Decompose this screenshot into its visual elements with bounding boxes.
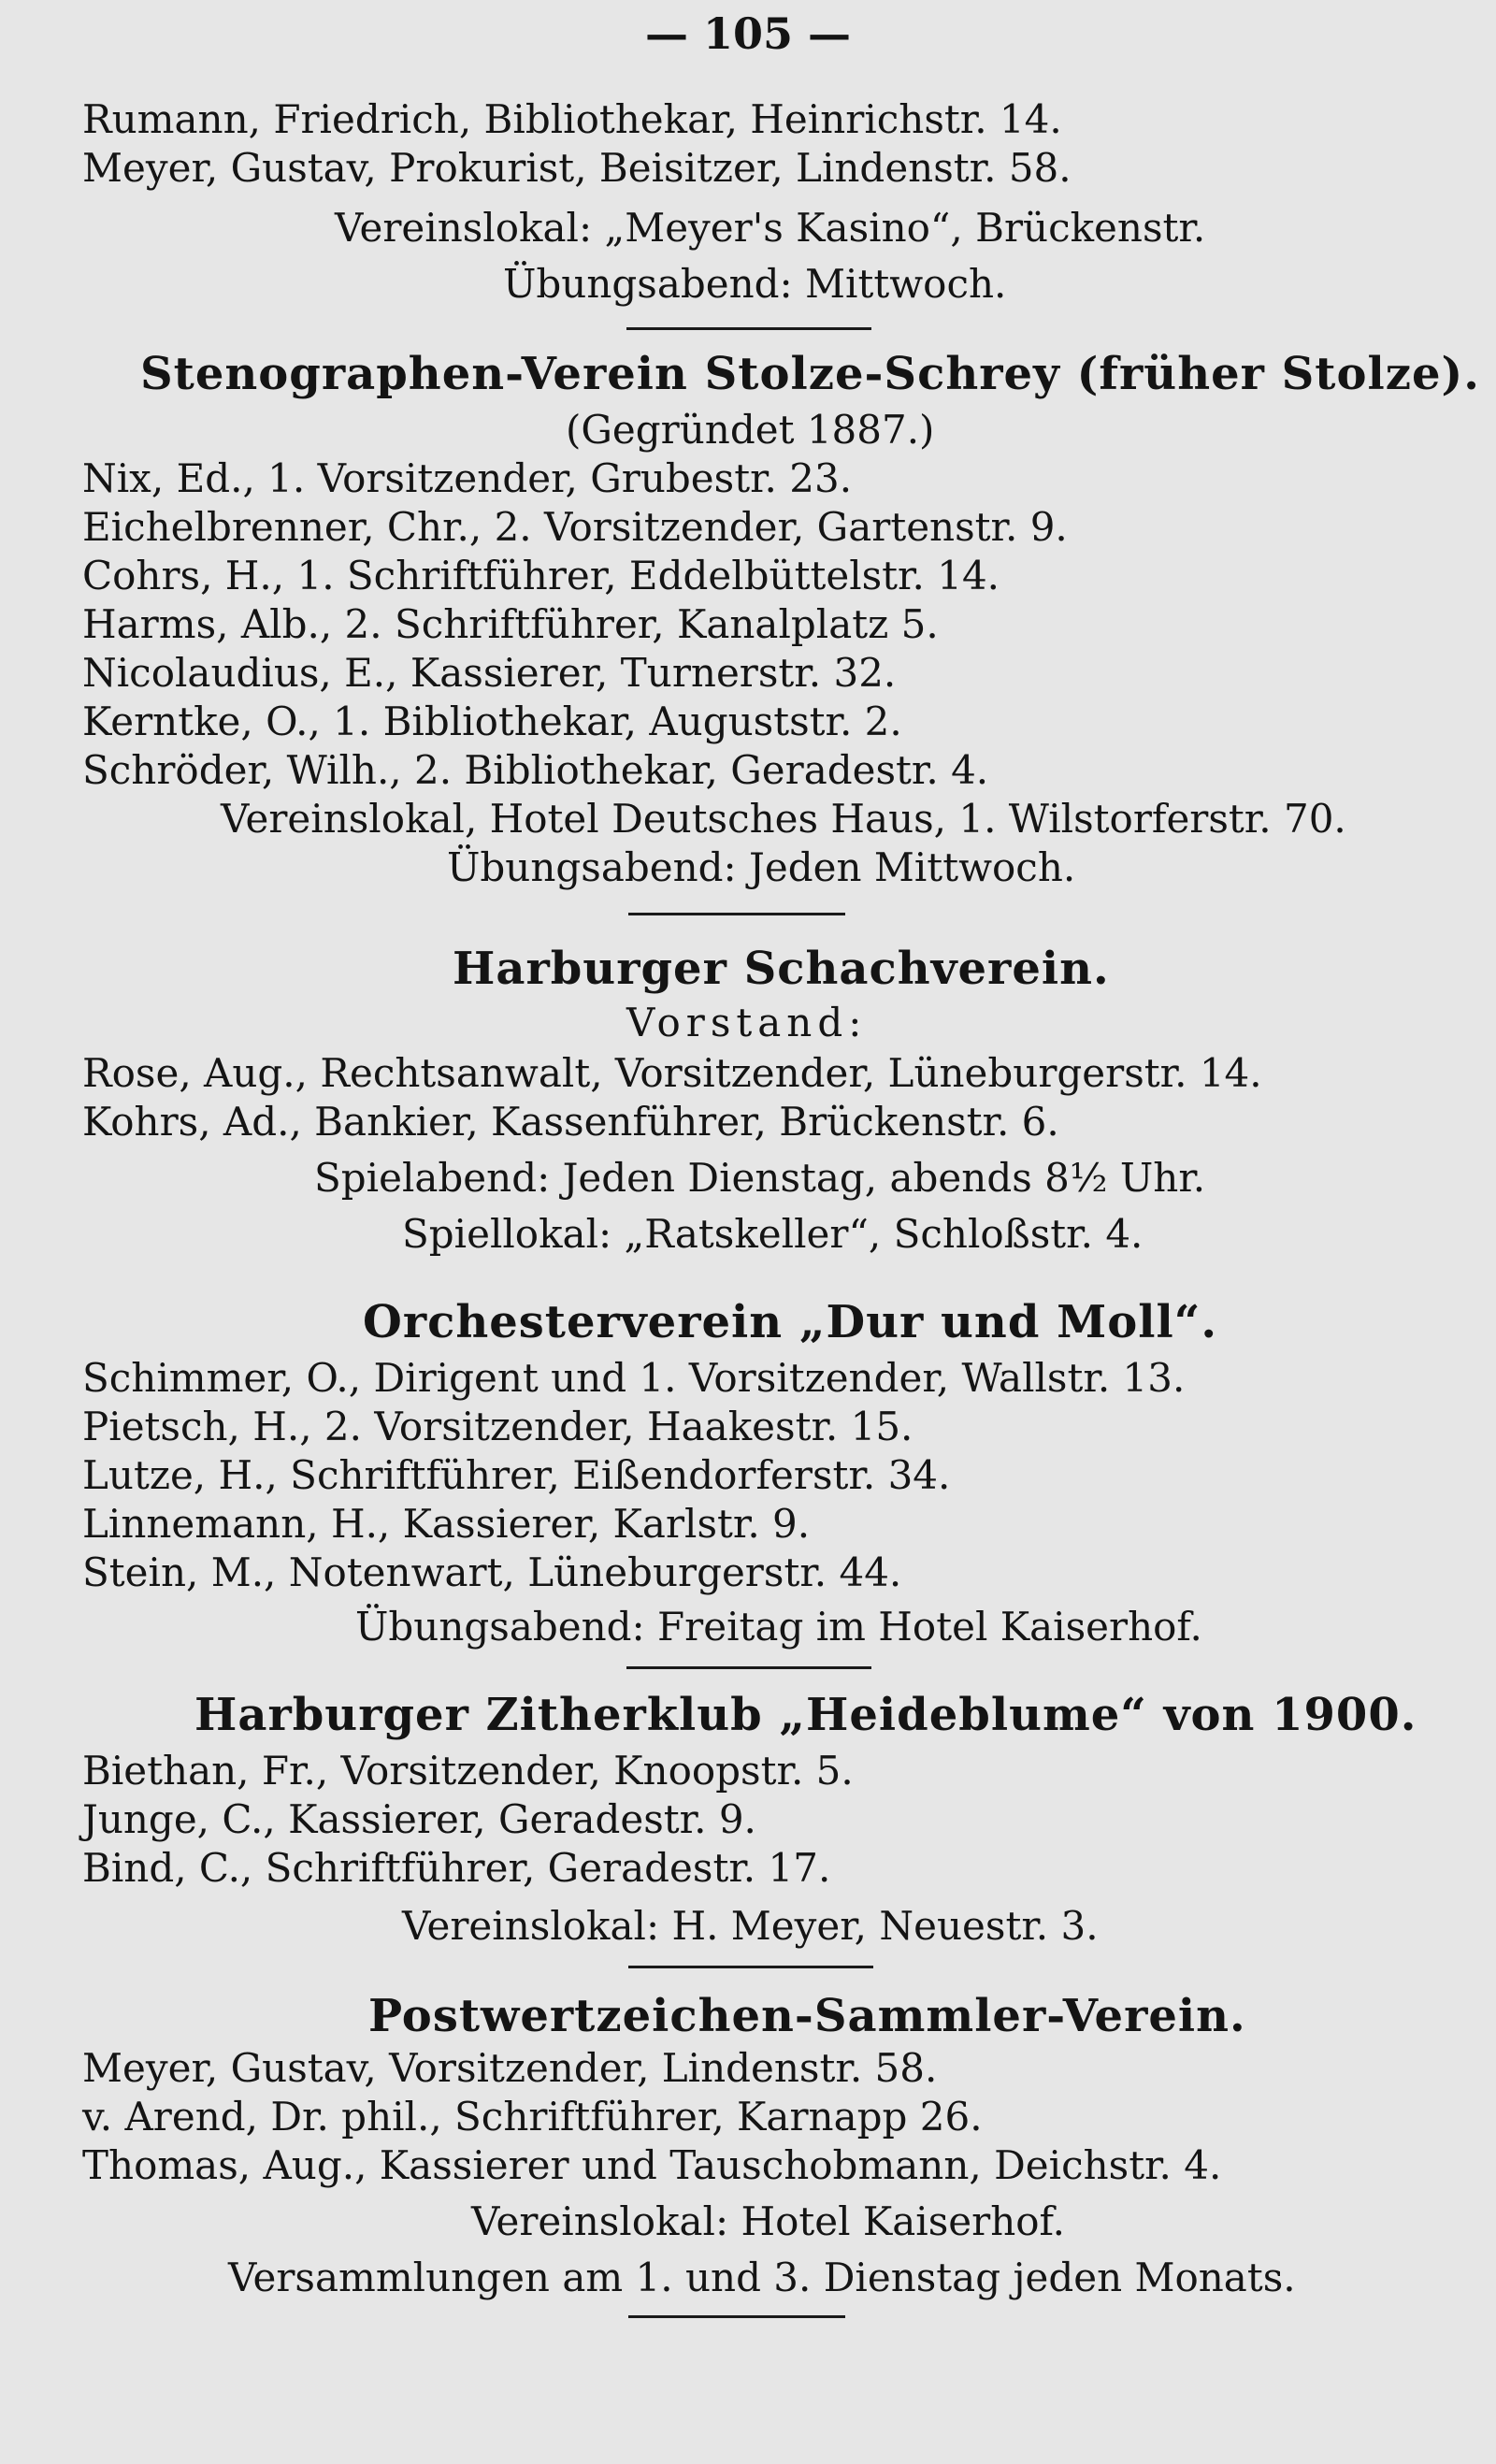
divider — [626, 1666, 871, 1669]
play-evening-line: Spielabend: Jeden Dienstag, abends 8½ Uhr. — [314, 1155, 1206, 1201]
section-title: Harburger Zitherklub „Heideblume“ von 1900. — [194, 1689, 1417, 1741]
venue-line: Spiellokal: „Ratskeller“, Schloßstr. 4. — [402, 1211, 1144, 1257]
list-item: Schimmer, O., Dirigent und 1. Vorsitzender, Wallstr. 13. — [82, 1355, 1186, 1401]
list-item: Nix, Ed., 1. Vorsitzender, Grubestr. 23. — [82, 455, 853, 501]
divider — [626, 327, 871, 330]
list-item: Nicolaudius, E., Kassierer, Turnerstr. 32. — [82, 650, 897, 696]
section-title: Postwertzeichen-Sammler-Verein. — [368, 1990, 1246, 2042]
list-item: Linnemann, H., Kassierer, Karlstr. 9. — [82, 1501, 811, 1547]
list-item: Pietsch, H., 2. Vorsitzender, Haakestr. 15. — [82, 1404, 913, 1449]
list-item: Lutze, H., Schriftführer, Eißendorferstr. 34. — [82, 1452, 951, 1498]
practice-evening-line: Übungsabend: Freitag im Hotel Kaiserhof. — [355, 1604, 1202, 1650]
list-item: Bind, C., Schriftführer, Geradestr. 17. — [82, 1845, 831, 1891]
list-item: Rumann, Friedrich, Bibliothekar, Heinrichstr. 14. — [82, 96, 1062, 142]
divider — [628, 2315, 845, 2318]
list-item: Kerntke, O., 1. Bibliothekar, Auguststr. 2. — [82, 699, 902, 744]
list-item: Kohrs, Ad., Bankier, Kassenführer, Brückenstr. 6. — [82, 1099, 1059, 1145]
list-item: Eichelbrenner, Chr., 2. Vorsitzender, Gartenstr. 9. — [82, 504, 1068, 550]
divider — [628, 1966, 873, 1968]
list-item: Cohrs, H., 1. Schriftführer, Eddelbüttelstr. 14. — [82, 553, 1000, 598]
list-item: Meyer, Gustav, Prokurist, Beisitzer, Lindenstr. 58. — [82, 145, 1072, 191]
section-title: Orchesterverein „Dur und Moll“. — [363, 1296, 1218, 1348]
list-item: Harms, Alb., 2. Schriftführer, Kanalplatz 5. — [82, 601, 939, 647]
meetings-line: Versammlungen am 1. und 3. Dienstag jeden Monats. — [228, 2255, 1296, 2300]
list-item: Stein, M., Notenwart, Lüneburgerstr. 44. — [82, 1549, 902, 1595]
list-item: Thomas, Aug., Kassierer und Tauschobmann, Deichstr. 4. — [82, 2142, 1222, 2188]
section-title: Stenographen-Verein Stolze-Schrey (früher Stolze). — [140, 348, 1480, 400]
list-item: Meyer, Gustav, Vorsitzender, Lindenstr. 58. — [82, 2045, 938, 2091]
list-item: Biethan, Fr., Vorsitzender, Knoopstr. 5. — [82, 1748, 854, 1794]
list-item: Schröder, Wilh., 2. Bibliothekar, Geradestr. 4. — [82, 747, 989, 793]
practice-evening-line: Übungsabend: Jeden Mittwoch. — [447, 844, 1076, 890]
section-subtitle: Vorstand: — [626, 1000, 868, 1045]
venue-line: Vereinslokal: „Meyer's Kasino“, Brückenstr. — [335, 205, 1206, 251]
page-number: — 105 — — [644, 8, 852, 59]
section-title: Harburger Schachverein. — [453, 943, 1110, 995]
founded-note: (Gegründet 1887.) — [566, 407, 935, 453]
list-item: Rose, Aug., Rechtsanwalt, Vorsitzender, Lüneburgerstr. 14. — [82, 1050, 1262, 1096]
venue-line: Vereinslokal: Hotel Kaiserhof. — [471, 2198, 1065, 2244]
list-item: v. Arend, Dr. phil., Schriftführer, Karnapp 26. — [82, 2094, 983, 2140]
list-item: Junge, C., Kassierer, Geradestr. 9. — [82, 1796, 756, 1842]
divider — [628, 913, 845, 915]
venue-line: Vereinslokal, Hotel Deutsches Haus, 1. Wilstorferstr. 70. — [221, 796, 1346, 842]
practice-evening-line: Übungsabend: Mittwoch. — [503, 261, 1007, 307]
venue-line: Vereinslokal: H. Meyer, Neuestr. 3. — [402, 1903, 1099, 1949]
